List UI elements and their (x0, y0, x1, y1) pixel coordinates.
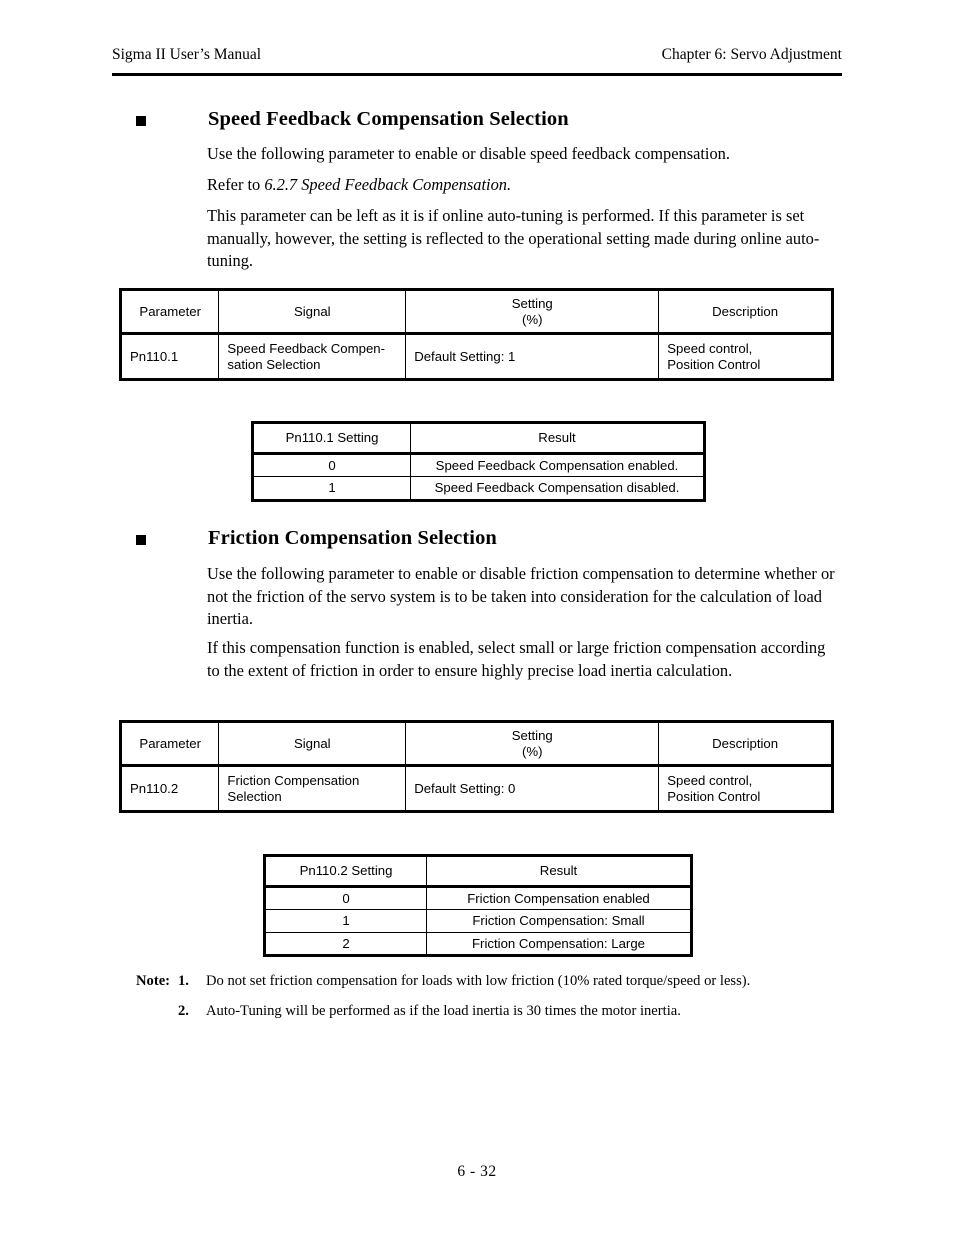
cell-description (659, 766, 833, 812)
running-header (112, 46, 842, 64)
table-header-signal: Signal (219, 722, 406, 766)
table-header-row (121, 722, 833, 766)
parameter-table-friction-compensation (119, 720, 834, 813)
paragraph-1-3: This parameter can be left as it is if online auto-tuning is performed. If this parameter is set manually, however, the setting is reflected to the operational setting made during online auto-tuning. (207, 206, 820, 270)
table-row (253, 477, 705, 501)
table-row (253, 453, 705, 477)
table-header-result: Result (427, 856, 692, 887)
table-header-signal: Signal (219, 290, 406, 334)
table-header-parameter: Parameter (121, 722, 219, 766)
table-header-row (121, 290, 833, 334)
table-header-pn110-2-setting: Pn110.2 Setting (265, 856, 427, 887)
cell-result: Speed Feedback Compensation enabled. (411, 453, 705, 477)
note-text-2: Auto-Tuning will be performed as if the load inertia is 30 times the motor inertia. (206, 1003, 681, 1019)
cell-description-line2: Position Control (667, 356, 761, 372)
table-header-setting-line2: (%) (521, 743, 543, 759)
table-header-setting-line1: Setting (511, 728, 553, 743)
cell-signal-line1: Friction Compensation (227, 773, 360, 788)
table-row (265, 910, 692, 933)
cell-description-line1: Speed control, (667, 773, 753, 788)
table-header-setting-line1: Setting (511, 296, 553, 311)
note-row-1 (136, 971, 836, 991)
cell-setting: Default Setting: 1 (406, 334, 659, 380)
cell-setting-value: 0 (253, 453, 411, 477)
paragraph-1-2 (207, 174, 840, 197)
table-header-parameter: Parameter (121, 290, 219, 334)
square-bullet-icon (136, 535, 146, 545)
table-row (265, 886, 692, 910)
cell-description-line1: Speed control, (667, 341, 753, 356)
cell-setting-value: 1 (253, 477, 411, 501)
cell-signal-line2: sation Selection (227, 356, 321, 372)
paragraph-2-1: Use the following parameter to enable or disable friction compensation to determine whether or not the friction of the servo system is to be taken into consideration for the calculation of load inertia. (207, 564, 835, 628)
note-row-2 (136, 1001, 836, 1021)
parameter-table-speed-feedback (119, 288, 834, 381)
cell-signal-line1: Speed Feedback Compen- (227, 341, 386, 356)
notes-block (136, 971, 836, 1021)
paragraph-1-2-prefix: Refer to (207, 175, 265, 194)
cell-description (659, 334, 833, 380)
cell-parameter: Pn110.2 (121, 766, 219, 812)
note-label: Note: (136, 973, 171, 989)
running-header-right: Chapter 6: Servo Adjustment (661, 46, 842, 63)
running-header-left: Sigma II User’s Manual (112, 46, 262, 63)
paragraph-1-1: Use the following parameter to enable or disable speed feedback compensation. (207, 144, 730, 163)
table-header-description: Description (659, 290, 833, 334)
cell-setting-value: 2 (265, 932, 427, 956)
cell-setting-value: 1 (265, 910, 427, 933)
square-bullet-icon (136, 116, 146, 126)
section-title-1: Speed Feedback Compensation Selection (208, 108, 569, 130)
paragraph-1-2-reference: 6.2.7 Speed Feedback Compensation. (264, 175, 512, 194)
table-header-row (253, 423, 705, 454)
table-header-description: Description (659, 722, 833, 766)
cell-result: Friction Compensation enabled (427, 886, 692, 910)
cell-signal (219, 334, 406, 380)
note-number-2: 2. (178, 1003, 189, 1019)
setting-table-pn110-1 (251, 421, 706, 502)
table-header-result: Result (411, 423, 705, 454)
note-text-1: Do not set friction compensation for loads with low friction (10% rated torque/speed or less). (206, 973, 751, 989)
table-header-setting (406, 290, 659, 334)
table-header-setting-line2: (%) (521, 311, 543, 327)
cell-parameter: Pn110.1 (121, 334, 219, 380)
cell-setting: Default Setting: 0 (406, 766, 659, 812)
cell-result: Friction Compensation: Small (427, 910, 692, 933)
cell-result: Speed Feedback Compensation disabled. (411, 477, 705, 501)
table-header-setting (406, 722, 659, 766)
setting-table-pn110-2 (263, 854, 693, 957)
table-row (121, 766, 833, 812)
table-header-row (265, 856, 692, 887)
table-row (121, 334, 833, 380)
cell-result: Friction Compensation: Large (427, 932, 692, 956)
note-number-1: 1. (178, 973, 189, 989)
section-title-2: Friction Compensation Selection (208, 527, 497, 549)
header-rule (112, 73, 842, 76)
table-header-pn110-1-setting: Pn110.1 Setting (253, 423, 411, 454)
cell-description-line2: Position Control (667, 788, 761, 804)
table-row (265, 932, 692, 956)
cell-signal-line2: Selection (227, 788, 282, 804)
paragraph-2-2: If this compensation function is enabled, select small or large friction compensation according to the extent of friction in order to ensure highly precise load inertia calculation. (207, 638, 826, 680)
cell-signal (219, 766, 406, 812)
section-heading-speed-feedback-compensation-selection (136, 108, 836, 131)
page-number: 6 - 32 (457, 1163, 497, 1180)
page-footer (0, 1163, 954, 1181)
section-heading-friction-compensation-selection (136, 527, 836, 550)
cell-setting-value: 0 (265, 886, 427, 910)
